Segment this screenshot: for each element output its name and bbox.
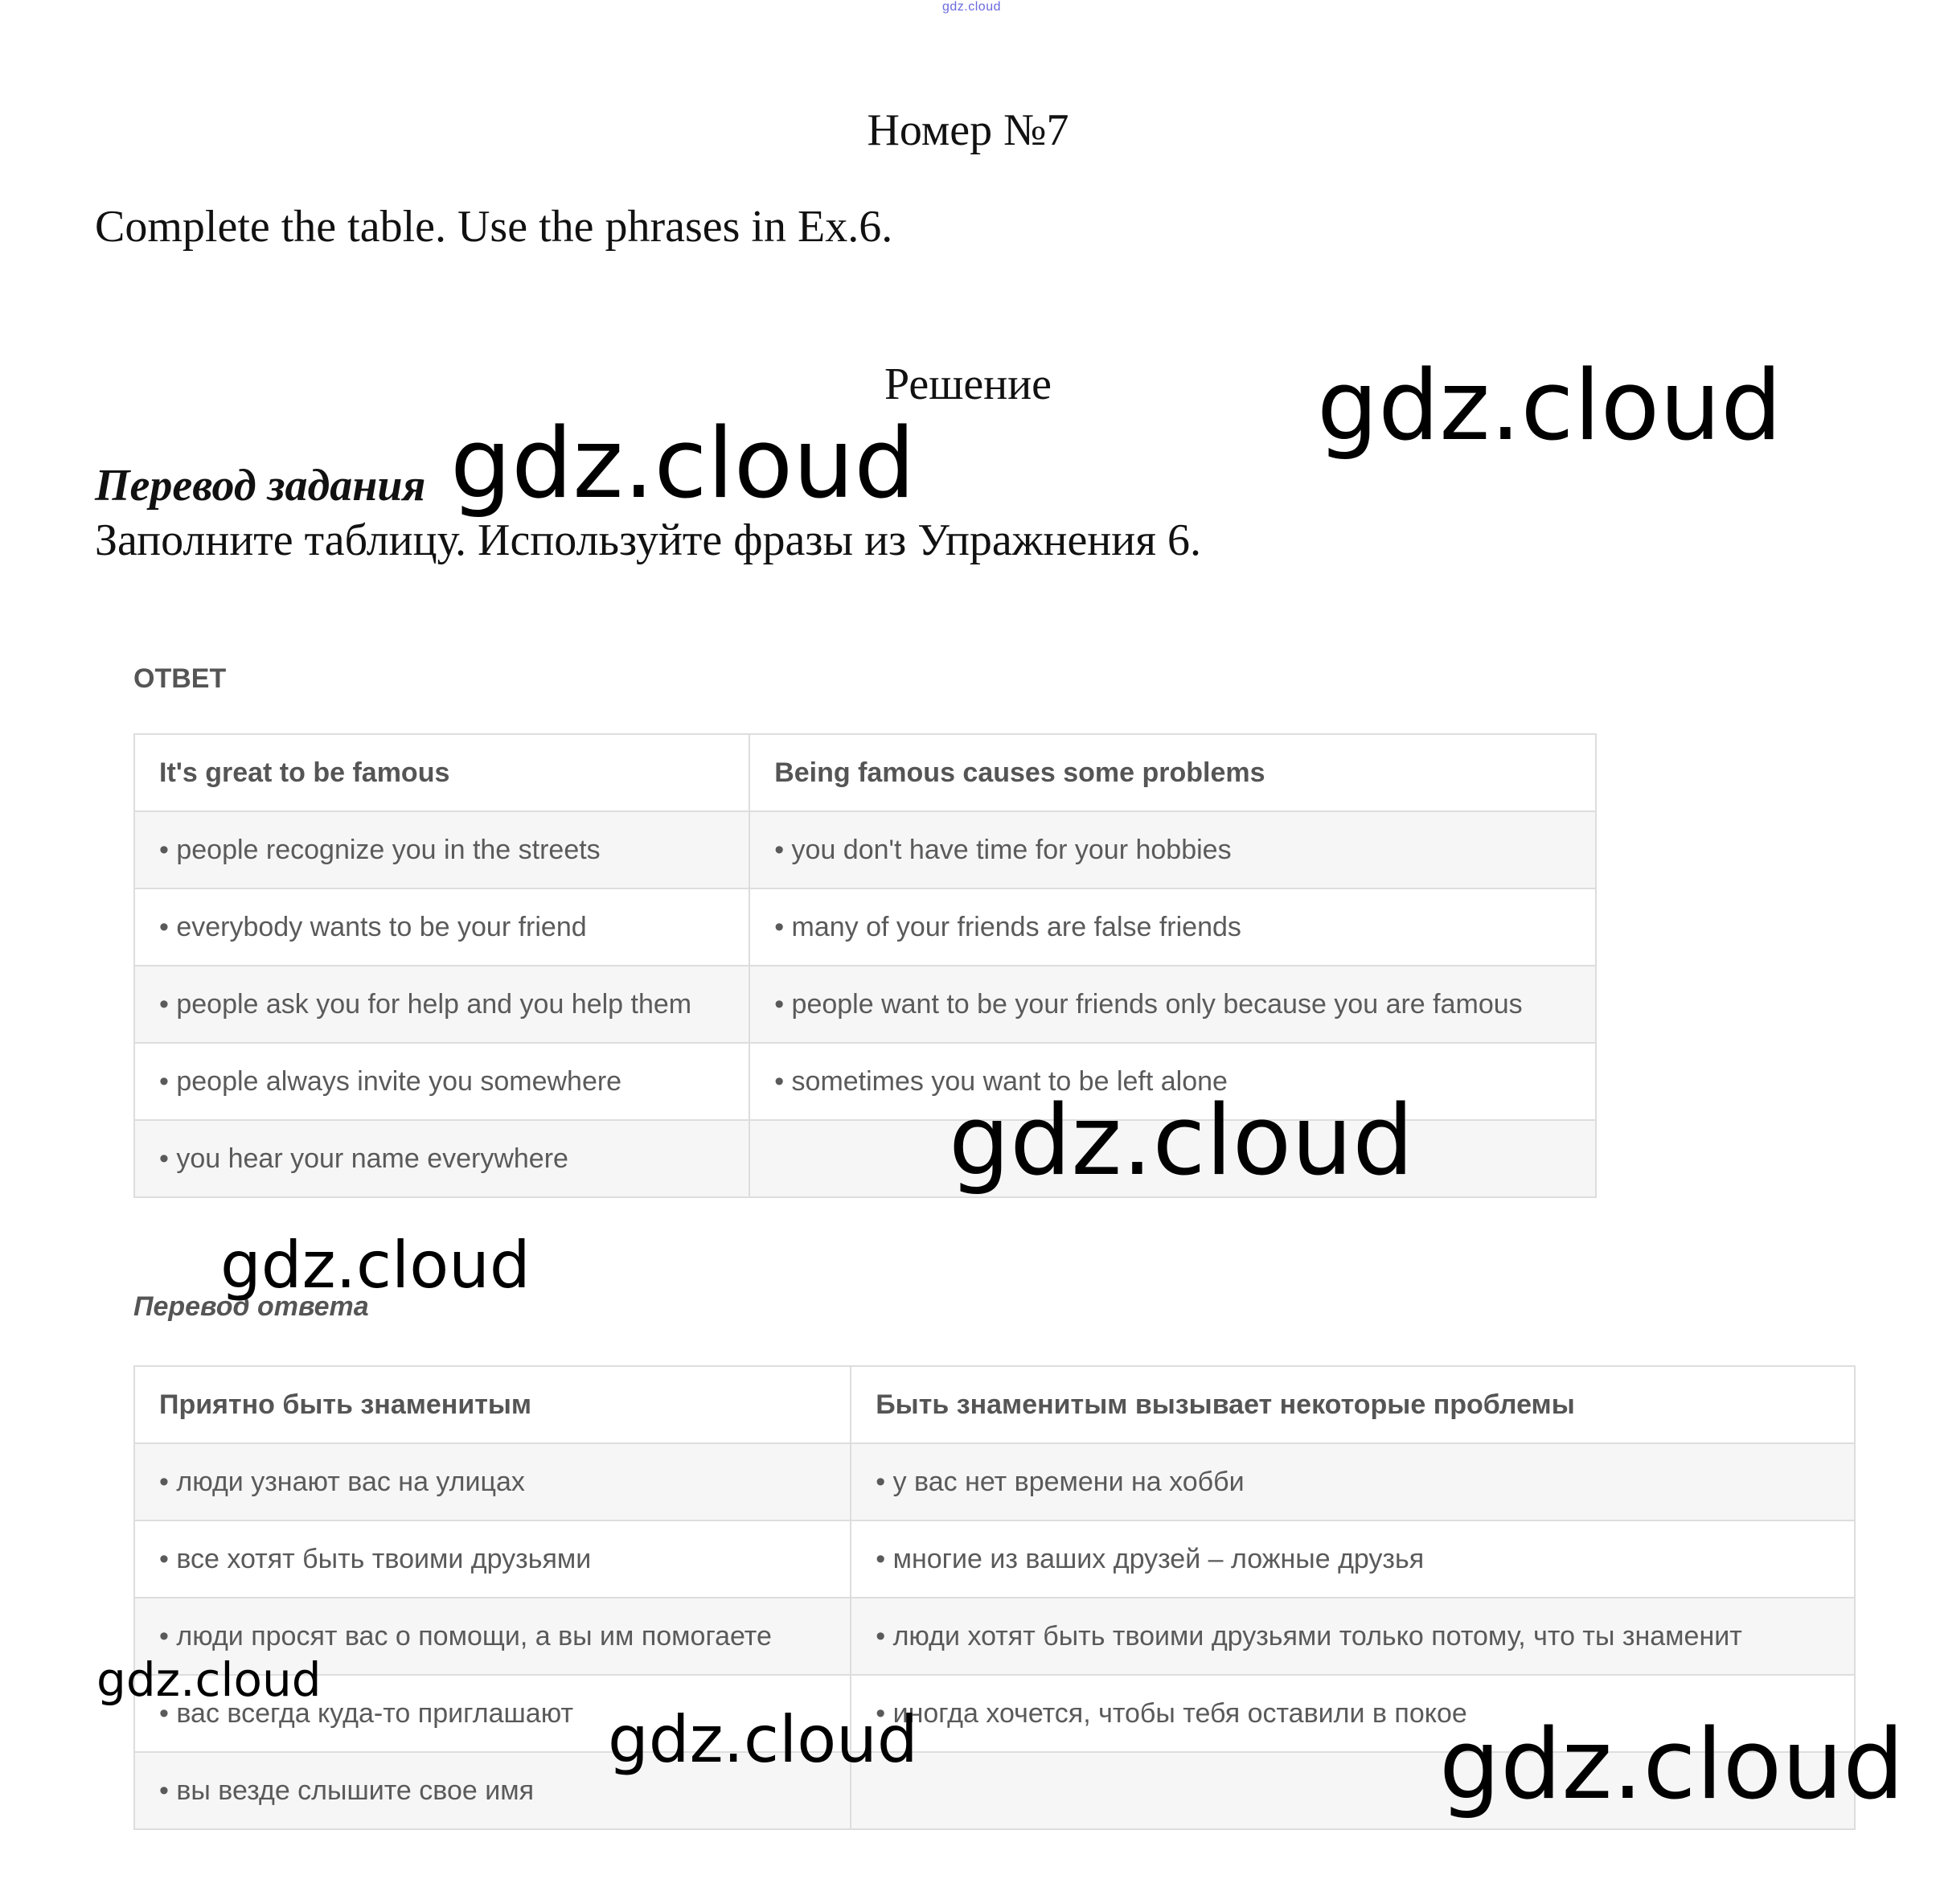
table-row xyxy=(134,966,1596,1043)
table-cell: • люди хотят быть твоими друзьями только потому, что ты знаменит xyxy=(851,1598,1855,1675)
table-cell: • многие из ваших друзей – ложные друзья xyxy=(851,1520,1855,1598)
table-row xyxy=(134,1443,1855,1520)
answer-label: ОТВЕТ xyxy=(133,663,227,694)
table-row xyxy=(134,811,1596,888)
exercise-number: Номер №7 xyxy=(867,105,1069,155)
table-row xyxy=(134,888,1596,966)
task-translation-heading: Перевод задания xyxy=(95,461,426,511)
table-row xyxy=(134,1598,1855,1675)
table-cell: • sometimes you want to be left alone xyxy=(749,1043,1596,1120)
table-cell: • people want to be your friends only because you are famous xyxy=(749,966,1596,1043)
top-watermark: gdz.cloud xyxy=(942,0,1001,14)
table-header-row xyxy=(134,734,1596,811)
column-header: Being famous causes some problems xyxy=(749,734,1596,811)
table-cell: • все хотят быть твоими друзьями xyxy=(134,1520,851,1598)
solution-heading: Решение xyxy=(884,359,1052,409)
table-cell: • у вас нет времени на хобби xyxy=(851,1443,1855,1520)
watermark: gdz.cloud xyxy=(949,1085,1414,1197)
table-cell: • everybody wants to be your friend xyxy=(134,888,749,966)
column-header: Приятно быть знаменитым xyxy=(134,1366,851,1443)
watermark: gdz.cloud xyxy=(220,1228,531,1303)
watermark: gdz.cloud xyxy=(1317,351,1782,462)
answer-translation-label: Перевод ответа xyxy=(133,1291,369,1322)
table-cell: • вы везде слышите свое имя xyxy=(134,1752,851,1829)
column-header: Быть знаменитым вызывает некоторые проблемы xyxy=(851,1366,1855,1443)
table-cell: • people ask you for help and you help them xyxy=(134,966,749,1043)
table-cell: • people recognize you in the streets xyxy=(134,811,749,888)
task-text-english: Complete the table. Use the phrases in Ex.6. xyxy=(95,202,893,252)
table-cell: • люди просят вас о помощи, а вы им помогаете xyxy=(134,1598,851,1675)
watermark: gdz.cloud xyxy=(1439,1709,1905,1821)
watermark: gdz.cloud xyxy=(608,1702,918,1777)
table-cell: • many of your friends are false friends xyxy=(749,888,1596,966)
watermark: gdz.cloud xyxy=(96,1652,322,1707)
table-cell: • люди узнают вас на улицах xyxy=(134,1443,851,1520)
table-header-row xyxy=(134,1366,1855,1443)
table-row xyxy=(134,1520,1855,1598)
table-cell: • you don't have time for your hobbies xyxy=(749,811,1596,888)
column-header: It's great to be famous xyxy=(134,734,749,811)
table-cell: • people always invite you somewhere xyxy=(134,1043,749,1120)
watermark: gdz.cloud xyxy=(450,408,916,520)
table-cell: • иногда хочется, чтобы тебя оставили в покое xyxy=(851,1675,1855,1752)
table-cell: • вас всегда куда-то приглашают xyxy=(134,1675,851,1752)
task-text-russian: Заполните таблицу. Используйте фразы из Упражнения 6. xyxy=(95,515,1201,565)
table-cell: • you hear your name everywhere xyxy=(134,1120,749,1197)
